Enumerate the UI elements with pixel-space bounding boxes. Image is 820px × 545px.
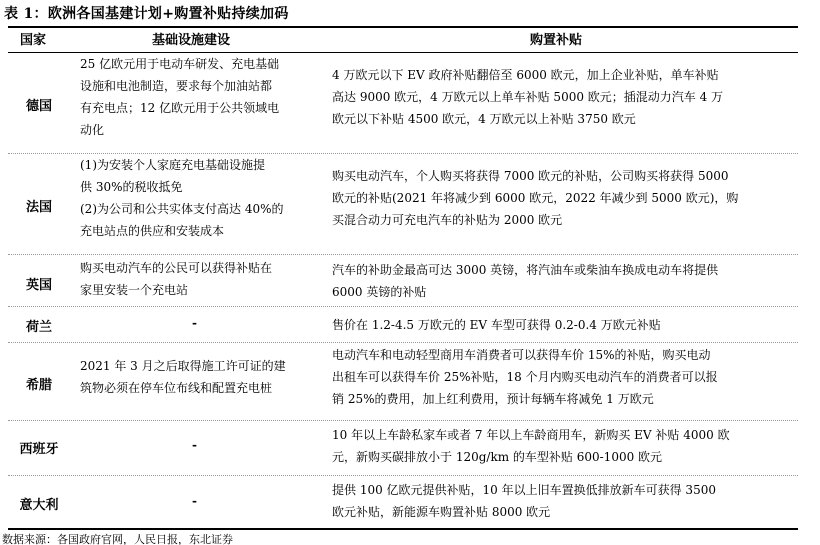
subsidy-cell — [332, 479, 792, 523]
text-line: 有充电点；12 亿欧元用于公共领域电 — [80, 101, 280, 115]
text-line: 欧元以下补贴 4500 欧元，4 万欧元以上补贴 3750 欧元 — [332, 112, 636, 126]
text-line: 高达 9000 欧元，4 万欧元以上单车补贴 5000 欧元；插混动力汽车 4 万 — [332, 90, 724, 104]
text-line: 出租车可以获得车价 25%补贴，18 个月内购买电动汽车的消费者可以报 — [332, 370, 718, 384]
text-line: 6000 英镑的补贴 — [332, 285, 427, 299]
subsidy-cell — [332, 344, 792, 410]
row-separator — [8, 420, 798, 421]
text-line: 欧元补贴，新能源车购置补贴 8000 欧元 — [332, 505, 551, 519]
subsidy-cell — [332, 165, 792, 231]
text-line: 家里安装一个充电站 — [80, 283, 189, 297]
subsidy-cell — [332, 424, 792, 468]
text-line: 销 25%的费用，加上红利费用，预计每辆车将减免 1 万欧元 — [332, 392, 654, 406]
table-bottom-rule — [8, 528, 798, 530]
row-separator — [8, 254, 798, 255]
subsidy-cell — [332, 314, 792, 336]
text-line: 买混合动力可充电汽车的补贴为 2000 欧元 — [332, 213, 563, 227]
country-cell: 德国 — [25, 99, 52, 114]
empty-cell-dash: - — [192, 494, 197, 508]
subsidy-cell — [332, 64, 792, 130]
text-line: 售价在 1.2-4.5 万欧元的 EV 车型可获得 0.2-0.4 万欧元补贴 — [332, 318, 661, 332]
text-line: (2)为公司和公共实体支付高达 40%的 — [80, 202, 284, 216]
country-cell: 意大利 — [19, 498, 59, 513]
row-separator — [8, 342, 798, 343]
infrastructure-cell — [80, 53, 320, 141]
text-line: 4 万欧元以下 EV 政府补贴翻倍至 6000 欧元，加上企业补贴，单车补贴 — [332, 68, 719, 82]
subsidy-cell — [332, 259, 792, 303]
table-top-rule — [8, 26, 798, 28]
infrastructure-cell — [80, 257, 320, 301]
country-cell: 西班牙 — [19, 442, 59, 457]
source-note: 数据来源：各国政府官网，人民日报，东北证券 — [2, 533, 233, 545]
row-separator — [8, 475, 798, 476]
text-line: (1)为安装个人家庭充电基础设施提 — [80, 158, 265, 172]
text-line: 提供 100 亿欧元提供补贴，10 年以上旧车置换低排放新车可获得 3500 — [332, 483, 716, 497]
country-cell: 希腊 — [25, 378, 52, 393]
text-line: 购买电动汽车，个人购买将获得 7000 欧元的补贴，公司购买将获得 5000 — [332, 169, 729, 183]
text-line: 欧元的补贴(2021 年将减少到 6000 欧元，2022 年减少到 5000 欧元)，购 — [332, 191, 739, 205]
country-cell: 英国 — [25, 278, 52, 293]
table-title: 表 1：欧洲各国基建计划+购置补贴持续加码 — [4, 6, 289, 22]
text-line: 25 亿欧元用于电动车研发、充电基础 — [80, 57, 280, 71]
infrastructure-cell — [80, 154, 320, 242]
header-infrastructure: 基础设施建设 — [152, 33, 231, 48]
text-line: 元，新购买碳排放小于 120g/km 的车型补贴 600-1000 欧元 — [332, 450, 663, 464]
text-line: 10 年以上车龄私家车或者 7 年以上车龄商用车，新购买 EV 补贴 4000 欧 — [332, 428, 730, 442]
text-line: 电动汽车和电动轻型商用车消费者可以获得车价 15%的补贴，购买电动 — [332, 348, 711, 362]
text-line: 设施和电池制造，要求每个加油站都 — [80, 79, 273, 93]
empty-cell-dash: - — [192, 438, 197, 452]
row-separator — [8, 306, 798, 307]
country-cell: 荷兰 — [25, 320, 52, 335]
infrastructure-cell — [80, 355, 320, 399]
text-line: 2021 年 3 月之后取得施工许可证的建 — [80, 359, 286, 373]
text-line: 汽车的补助金最高可达 3000 英镑，将汽油车或柴油车换成电动车将提供 — [332, 263, 719, 277]
empty-cell-dash: - — [192, 316, 197, 330]
text-line: 充电站点的供应和安装成本 — [80, 224, 225, 238]
text-line: 动化 — [80, 123, 105, 137]
header-country: 国家 — [20, 33, 47, 48]
text-line: 筑物必须在停车位布线和配置充电桩 — [80, 381, 273, 395]
country-cell: 法国 — [25, 200, 52, 215]
text-line: 供 30%的税收抵免 — [80, 180, 183, 194]
text-line: 购买电动汽车的公民可以获得补贴在 — [80, 261, 273, 275]
header-subsidy: 购置补贴 — [530, 33, 583, 48]
